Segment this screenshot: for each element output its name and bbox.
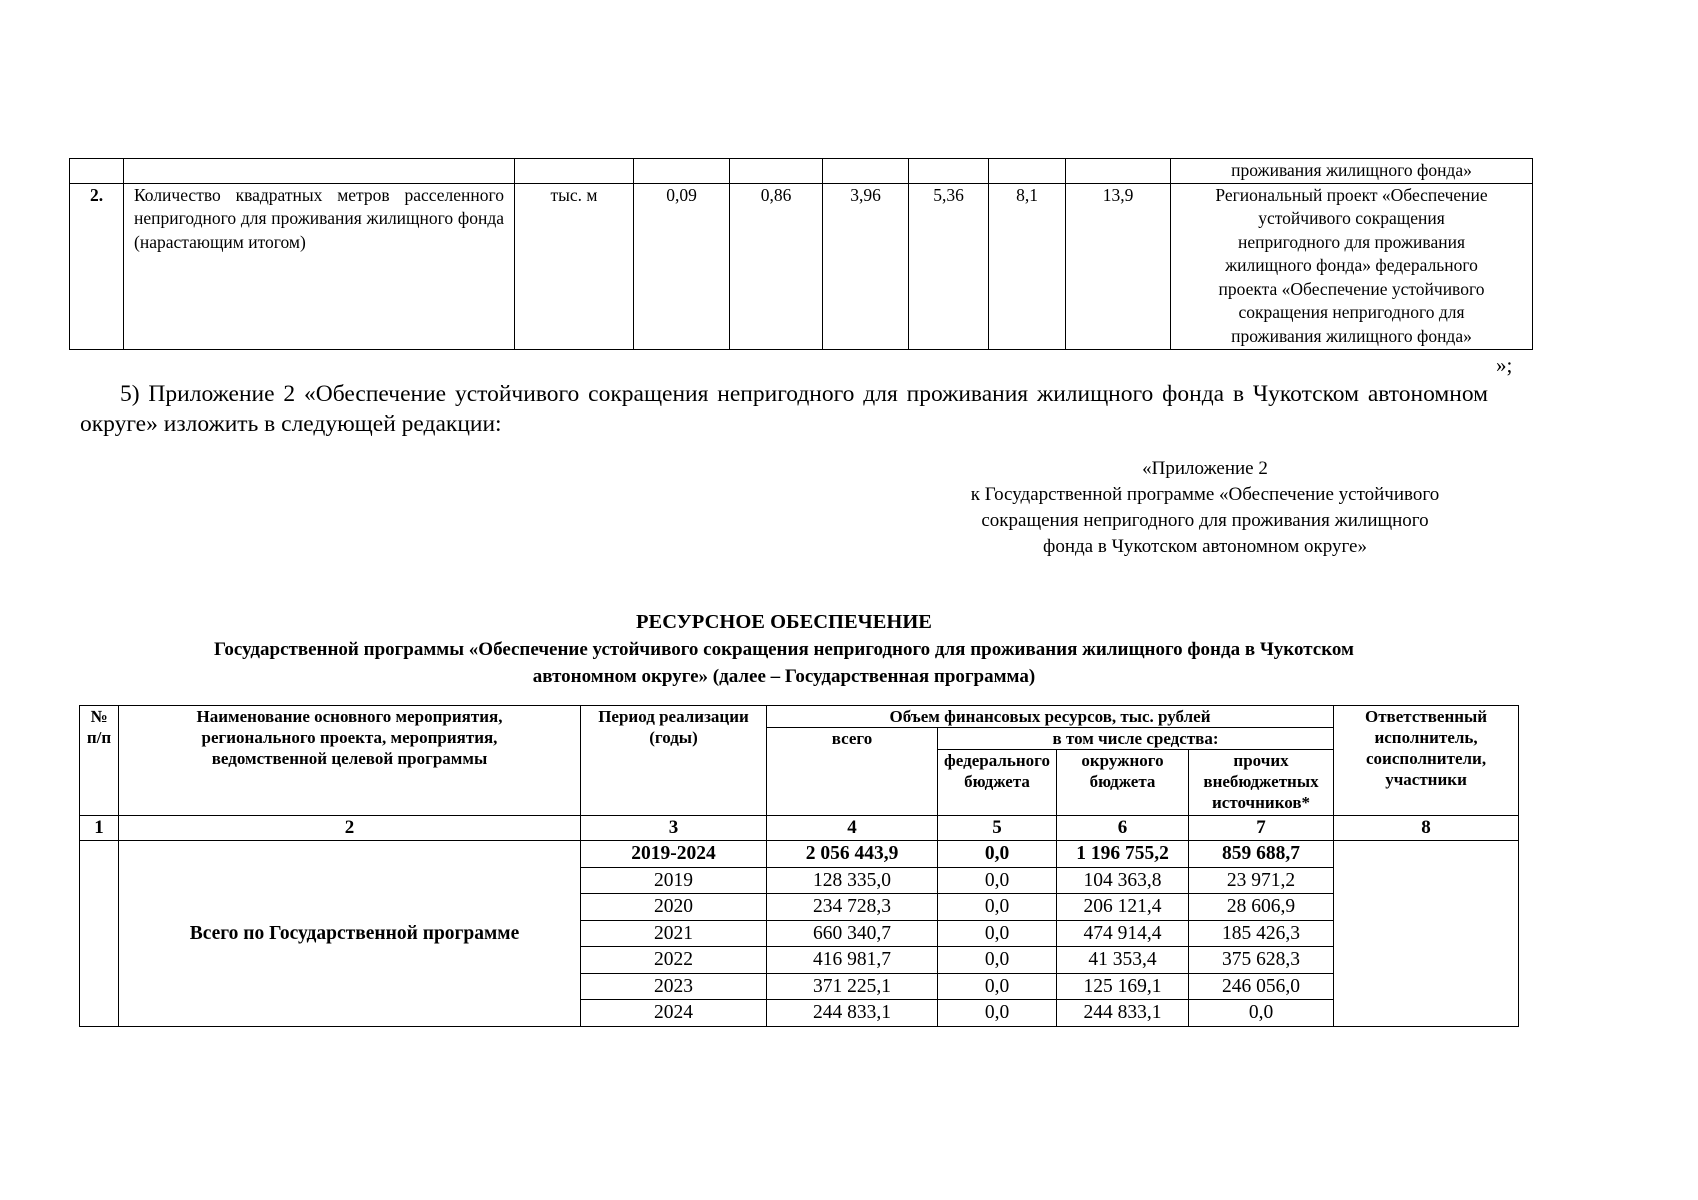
column-number: 3 bbox=[581, 816, 767, 841]
program-name: Всего по Государственной программе bbox=[119, 841, 581, 1027]
district-cell: 125 169,1 bbox=[1057, 973, 1189, 1000]
period-cell: 2019-2024 bbox=[581, 841, 767, 868]
resource-table bbox=[79, 705, 1519, 1027]
table-row-prev-tail bbox=[70, 159, 1533, 184]
period-cell: 2024 bbox=[581, 1000, 767, 1027]
other-cell: 859 688,7 bbox=[1189, 841, 1334, 868]
column-number: 6 bbox=[1057, 816, 1189, 841]
column-number: 1 bbox=[80, 816, 119, 841]
federal-cell: 0,0 bbox=[938, 841, 1057, 868]
column-number: 5 bbox=[938, 816, 1057, 841]
header-federal: федерального бюджета bbox=[938, 750, 1057, 816]
federal-cell: 0,0 bbox=[938, 920, 1057, 947]
period-cell: 2022 bbox=[581, 947, 767, 974]
period-cell: 2019 bbox=[581, 867, 767, 894]
column-number: 7 bbox=[1189, 816, 1334, 841]
indicators-table bbox=[69, 158, 1533, 350]
header-total: всего bbox=[767, 728, 938, 816]
value-cell: 13,9 bbox=[1066, 183, 1171, 349]
value-cell: 5,36 bbox=[909, 183, 989, 349]
header-row-1 bbox=[80, 706, 1519, 728]
value-cell: 0,09 bbox=[634, 183, 730, 349]
federal-cell: 0,0 bbox=[938, 973, 1057, 1000]
table-row-indicator-2 bbox=[70, 183, 1533, 349]
header-period: Период реализации (годы) bbox=[581, 706, 767, 816]
closing-quote-mark: »; bbox=[1496, 353, 1513, 377]
district-cell: 41 353,4 bbox=[1057, 947, 1189, 974]
other-cell: 375 628,3 bbox=[1189, 947, 1334, 974]
prev-row-source-tail: проживания жилищного фонда» bbox=[1171, 159, 1533, 184]
district-cell: 474 914,4 bbox=[1057, 920, 1189, 947]
header-responsible: Ответственный исполнитель, соисполнители, участники bbox=[1334, 706, 1519, 816]
program-num-cell bbox=[80, 841, 119, 1027]
federal-cell: 0,0 bbox=[938, 894, 1057, 921]
appendix-header: «Приложение 2 к Государственной программе «Обеспечение устойчивого сокращения непригодного для проживания жилищного фонда в Чукотском автономном округе» bbox=[970, 458, 1440, 557]
column-number: 8 bbox=[1334, 816, 1519, 841]
district-cell: 244 833,1 bbox=[1057, 1000, 1189, 1027]
total-cell: 128 335,0 bbox=[767, 867, 938, 894]
total-cell: 416 981,7 bbox=[767, 947, 938, 974]
responsible-cell bbox=[1334, 841, 1519, 1027]
other-cell: 0,0 bbox=[1189, 1000, 1334, 1027]
header-including: в том числе средства: bbox=[938, 728, 1334, 750]
header-district: окружного бюджета bbox=[1057, 750, 1189, 816]
indicator-source: Региональный проект «Обеспечение устойчивого сокращения непригодного для проживания жилищного фонда» федерального проекта «Обеспечение устойчивого сокращения непригодного для проживания жилищного фонда» bbox=[1171, 183, 1533, 349]
period-cell: 2021 bbox=[581, 920, 767, 947]
total-cell: 660 340,7 bbox=[767, 920, 938, 947]
column-number: 2 bbox=[119, 816, 581, 841]
period-cell: 2023 bbox=[581, 973, 767, 1000]
header-volume: Объем финансовых ресурсов, тыс. рублей bbox=[767, 706, 1334, 728]
column-number-row bbox=[80, 816, 1519, 841]
column-number: 4 bbox=[767, 816, 938, 841]
table-row-total bbox=[80, 841, 1519, 868]
indicator-unit: тыс. м bbox=[515, 183, 634, 349]
district-cell: 1 196 755,2 bbox=[1057, 841, 1189, 868]
value-cell: 8,1 bbox=[989, 183, 1066, 349]
other-cell: 185 426,3 bbox=[1189, 920, 1334, 947]
indicator-name: Количество квадратных метров расселенного непригодного для проживания жилищного фонда (нарастающим итогом) bbox=[124, 183, 515, 349]
other-cell: 28 606,9 bbox=[1189, 894, 1334, 921]
federal-cell: 0,0 bbox=[938, 947, 1057, 974]
total-cell: 244 833,1 bbox=[767, 1000, 938, 1027]
header-other: прочих внебюджетных источников* bbox=[1189, 750, 1334, 816]
period-cell: 2020 bbox=[581, 894, 767, 921]
header-name: Наименование основного мероприятия, регионального проекта, мероприятия, ведомственной целевой программы bbox=[119, 706, 581, 816]
federal-cell: 0,0 bbox=[938, 1000, 1057, 1027]
federal-cell: 0,0 bbox=[938, 867, 1057, 894]
document-title: РЕСУРСНОЕ ОБЕСПЕЧЕНИЕ bbox=[636, 611, 932, 633]
total-cell: 2 056 443,9 bbox=[767, 841, 938, 868]
total-cell: 371 225,1 bbox=[767, 973, 938, 1000]
header-num: № п/п bbox=[80, 706, 119, 816]
other-cell: 23 971,2 bbox=[1189, 867, 1334, 894]
value-cell: 3,96 bbox=[823, 183, 909, 349]
row-number: 2. bbox=[70, 183, 124, 349]
document-subtitle: Государственной программы «Обеспечение устойчивого сокращения непригодного для проживания жилищного фонда в Чукотском автономном округе» (далее – Государственная программа) bbox=[213, 639, 1354, 687]
other-cell: 246 056,0 bbox=[1189, 973, 1334, 1000]
total-cell: 234 728,3 bbox=[767, 894, 938, 921]
amendment-paragraph: 5) Приложение 2 «Обеспечение устойчивого сокращения непригодного для проживания жилищного фонда в Чукотском автономном округе» изложить в следующей редакции: bbox=[80, 381, 1488, 437]
district-cell: 104 363,8 bbox=[1057, 867, 1189, 894]
value-cell: 0,86 bbox=[730, 183, 823, 349]
district-cell: 206 121,4 bbox=[1057, 894, 1189, 921]
